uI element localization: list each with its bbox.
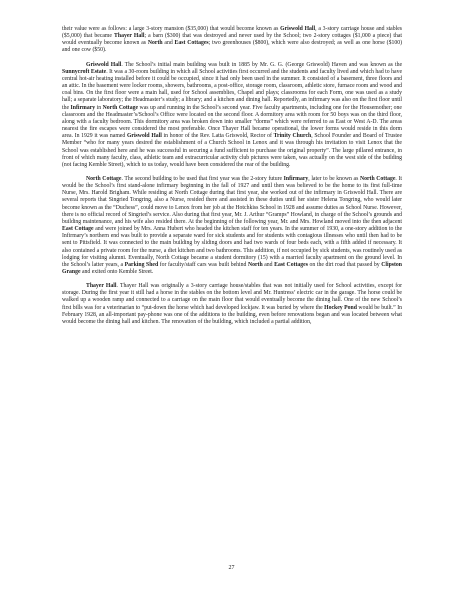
paragraph-intro	[62, 26, 402, 55]
bold-term: Hockey Pond	[324, 304, 357, 311]
bold-term: Griswold Hall	[126, 133, 162, 140]
text-run: ; two greenhouses ($800), which were also destroyed; as well as one horse ($100) and one cow ($50).	[62, 40, 402, 54]
text-run: and exited onto Kemble Street.	[80, 269, 154, 275]
bold-term: Parking Shed	[124, 261, 159, 268]
bold-term: North	[147, 40, 163, 47]
text-run: for faculty/staff cars was built behind	[158, 261, 248, 268]
text-run: , later to be known as	[308, 175, 360, 182]
bold-term: Sunnycroft Estate	[62, 68, 107, 75]
bold-term: Griswold Hall	[280, 26, 316, 32]
bold-term: North Cottage	[102, 104, 139, 111]
bold-term: North Cottage	[359, 175, 396, 182]
text-run: and	[262, 261, 275, 268]
text-run: was up and running in the School’s second year. Five faculty apartments, including one for the Housemother; one classroom and the Headmaster’s/School’s Office were located on the second floor. A dormitory area with room for 50 boys was on the third floor, along with a faculty bedroom. This dormitory area was broken down into smaller “dorms” which were referred to as East or West A-D. The areas nearest the fire escapes were considered the most preferable. Once Thayer Hall became operational, the lower forms would reside in this dorm area. In 1929 it was named	[62, 104, 402, 140]
bold-term: Thayer Hall	[114, 33, 145, 40]
bold-term: East Cottage	[62, 226, 94, 233]
bold-term: Infirmary	[70, 104, 96, 111]
bold-term: Trinity Church	[273, 133, 312, 140]
bold-term: East Cottages	[174, 40, 209, 47]
text-run: . It was a 30-room building in which all School activities first occurred and the students and faculty lived and which had to have central hot-air heating installed before it could be occupied, since it had only been used in the summer. It consisted of a basement, three floors and an attic. In the basement were locker rooms, showers, bathrooms, a post-office, storage room, classroom, athletic store, furnace room and wood and coal bins. On the first floor were a main hall, used for School assemblies, Chapel and plays; classrooms for each Form, one was used as a study hall; a separate laboratory; the Headmaster’s study; a library; and a kitchen and dining hall. Reportedly, an infirmary was also on the first floor until the	[62, 68, 402, 111]
text-run: . Thayer Hall was originally a 3-story carriage house/stables that was not initially used for School activities, except for storage. During the first year it still had a horse in the stables on the bottom level and Mr. Huntress’ electric car in the garage. The horse could be walked up a wooden ramp and connected to a carriage on the main floor that would eventually become the dining hall. One of the new School’s first bills was for a veterinarian to “put-down the horse which had developed lockjaw. It was buried by where the	[62, 283, 402, 311]
bold-term: East Cottages	[274, 261, 308, 268]
text-run: in	[95, 104, 103, 111]
text-run: , a 3-story carriage house and stables ($5,000) that became	[62, 26, 402, 40]
paragraph-north-cottage	[62, 176, 402, 276]
text-run: . It would be the School’s first stand-alone infirmary beginning in the fall of 1927 and until then was believed to be the home to its first full-time Nurse, Mrs. Harold Brigham. While residing at North Cottage during that first year, she worked out of the infirmary in Griswold Hall. There are several reports that Singried Tongring, also a Nurse, resided there and assisted in these duties until her sister Helena Tongring, who would later become known as the “Duchess”, could move to Lenox from her job at the Hotchkiss School in 1928 and assume duties as School Nurse. However, there is no official record of Singried’s service. Also during that first year, Mr. J. Arthur “Gramps” Howland, in charge of the School’s grounds and building maintenance, and his wife also resided there. At the beginning of the following year, Mr. and Mrs. Howland moved into the then adjacent	[62, 175, 402, 225]
text-run: and were joined by Mrs. Anna Hubert who headed the kitchen staff for ten years. In the summer of 1930, a one-story addition to the Infirmary’s northern end was built to provide a separate ward for sick students and for students with contagious illnesses who until then had to be sent to Pittsfield. It was connected to the main building by sliding doors and had two wards of four beds each, with a fifth added if necessary. It also contained a private room for the nurse, a diet kitchen and two bathrooms. This addition, if not occupied by sick students, was routinely used as lodging for visiting alumni. Eventually, North Cottage became a student dormitory (15) with a married faculty apartment on the ground level. In the School’s latter years, a	[62, 226, 403, 268]
text-run: . The School’s initial main building was built in 1885 by Mr. G. G. (George Griswold) Haven and was known as the	[121, 61, 402, 68]
text-run: and	[162, 40, 175, 47]
text-run: . The second building to be used that first year was the 2-story future	[121, 175, 284, 182]
text-run: on the dirt road that passed by	[307, 261, 382, 268]
bold-term: North	[247, 261, 263, 268]
bold-term: Griswold Hall	[86, 61, 122, 68]
text-run: would be built.” In February 1928, an all-important pay-phone was one of the additions to the building, even before renovations began and was located between what would become the dining hall and kitchen. The renovation of the building, which included a partial addition,	[62, 304, 402, 325]
bold-term: Infirmary	[283, 175, 309, 182]
bold-term: Clipston Grange	[62, 261, 402, 275]
bold-term: North Cottage	[86, 175, 122, 182]
body-text	[62, 26, 402, 333]
paragraph-griswold-hall	[62, 62, 402, 169]
text-run: in honor of the Rev. Latta Griswold, Rector of	[161, 133, 274, 140]
page-number: 27	[228, 565, 235, 571]
bold-term: Thayer Hall	[86, 283, 117, 290]
paragraph-thayer-hall	[62, 283, 402, 326]
text-run: , School Founder and Board of Trustee Member “who for many years desired the establishment of a Church School in Lenox and it was through his invitation to visit Lenox that the School was established here and he was successful in securing a fund sufficient to purchase the original property”. The large pillared entrance, in front of which many faculty, class, athletic team and extracurricular activity club pictures were taken, was actually on the west side of the building (not facing Kemble Street), which to us today, would have been considered the rear of the building.	[62, 133, 403, 168]
text-run: their value were as follows: a large 3-story mansion ($35,000) that would become known as	[62, 26, 281, 32]
text-run: ; a barn ($300) that was destroyed and never used by the School; two 2-story cottages ($1,000 a piece) that would eventually become known as	[62, 33, 402, 47]
